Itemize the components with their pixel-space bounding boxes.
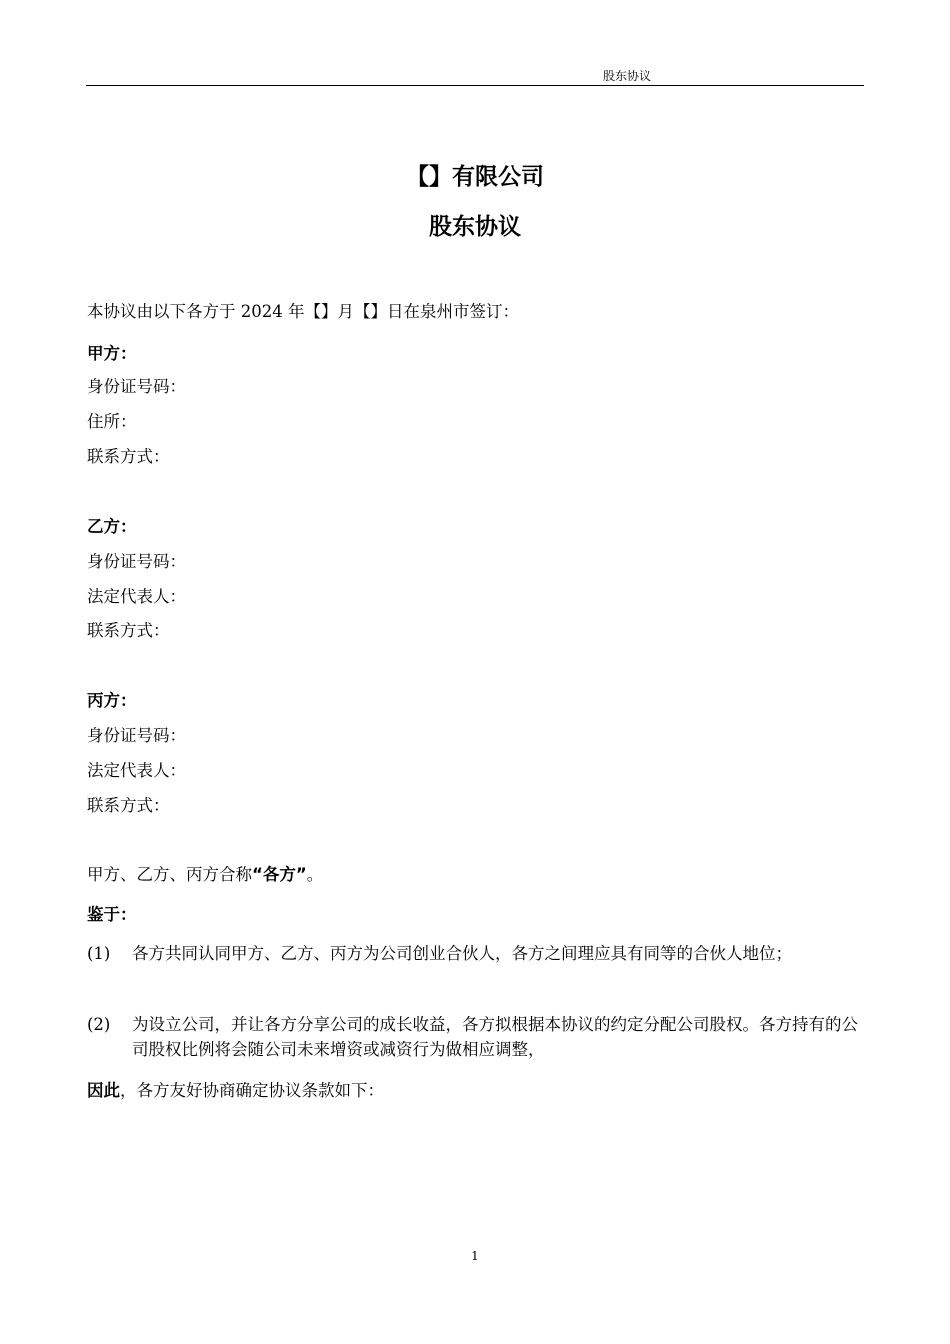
party-c-contact-label: 联系方式： xyxy=(87,796,170,815)
whereas-item-text: 为设立公司，并让各方分享公司的成长收益，各方拟根据本协议的约定分配公司股权。各方持有的公司股权比例将会随公司未来增资或减资行为做相应调整， xyxy=(132,1015,858,1059)
document-title-company: 【】有限公司 xyxy=(406,164,544,190)
whereas-item xyxy=(87,1012,863,1062)
whereas-item-text: 各方共同认同甲方、乙方、丙方为公司创业合伙人，各方之间理应具有同等的合伙人地位； xyxy=(132,944,792,963)
party-a-label: 甲方： xyxy=(87,344,137,363)
document-title-agreement: 股东协议 xyxy=(429,214,521,240)
collective-suffix: 。 xyxy=(306,865,324,884)
whereas-item xyxy=(87,941,863,966)
party-b-rep-label: 法定代表人： xyxy=(87,587,186,606)
collective-term-paragraph xyxy=(87,864,323,886)
page-number: 1 xyxy=(471,1249,479,1263)
therefore-paragraph xyxy=(87,1080,384,1102)
therefore-lead: 因此 xyxy=(87,1081,120,1100)
party-a-id-label: 身份证号码： xyxy=(87,377,186,396)
intro-paragraph: 本协议由以下各方于 2024 年【】月【】日在泉州市签订： xyxy=(87,302,519,321)
whereas-item-number: (2) xyxy=(87,1015,111,1034)
collective-close-quote: ” xyxy=(295,865,307,884)
header-divider xyxy=(86,85,864,86)
party-b-contact-label: 联系方式： xyxy=(87,621,170,640)
party-a-contact-label: 联系方式： xyxy=(87,447,170,466)
collective-prefix: 甲方、乙方、丙方合称 xyxy=(87,865,252,884)
whereas-label: 鉴于： xyxy=(87,905,137,924)
party-b-id-label: 身份证号码： xyxy=(87,552,186,571)
therefore-rest: ，各方友好协商确定协议条款如下： xyxy=(120,1081,384,1100)
whereas-item-number: (1) xyxy=(87,944,111,963)
party-c-rep-label: 法定代表人： xyxy=(87,761,186,780)
party-a-address-label: 住所： xyxy=(87,412,137,431)
party-c-label: 丙方： xyxy=(87,691,137,710)
party-b-label: 乙方： xyxy=(87,517,137,536)
party-c-id-label: 身份证号码： xyxy=(87,726,186,745)
collective-term: 各方 xyxy=(262,865,296,884)
page-header-title: 股东协议 xyxy=(603,69,652,83)
collective-open-quote: “ xyxy=(252,865,263,884)
